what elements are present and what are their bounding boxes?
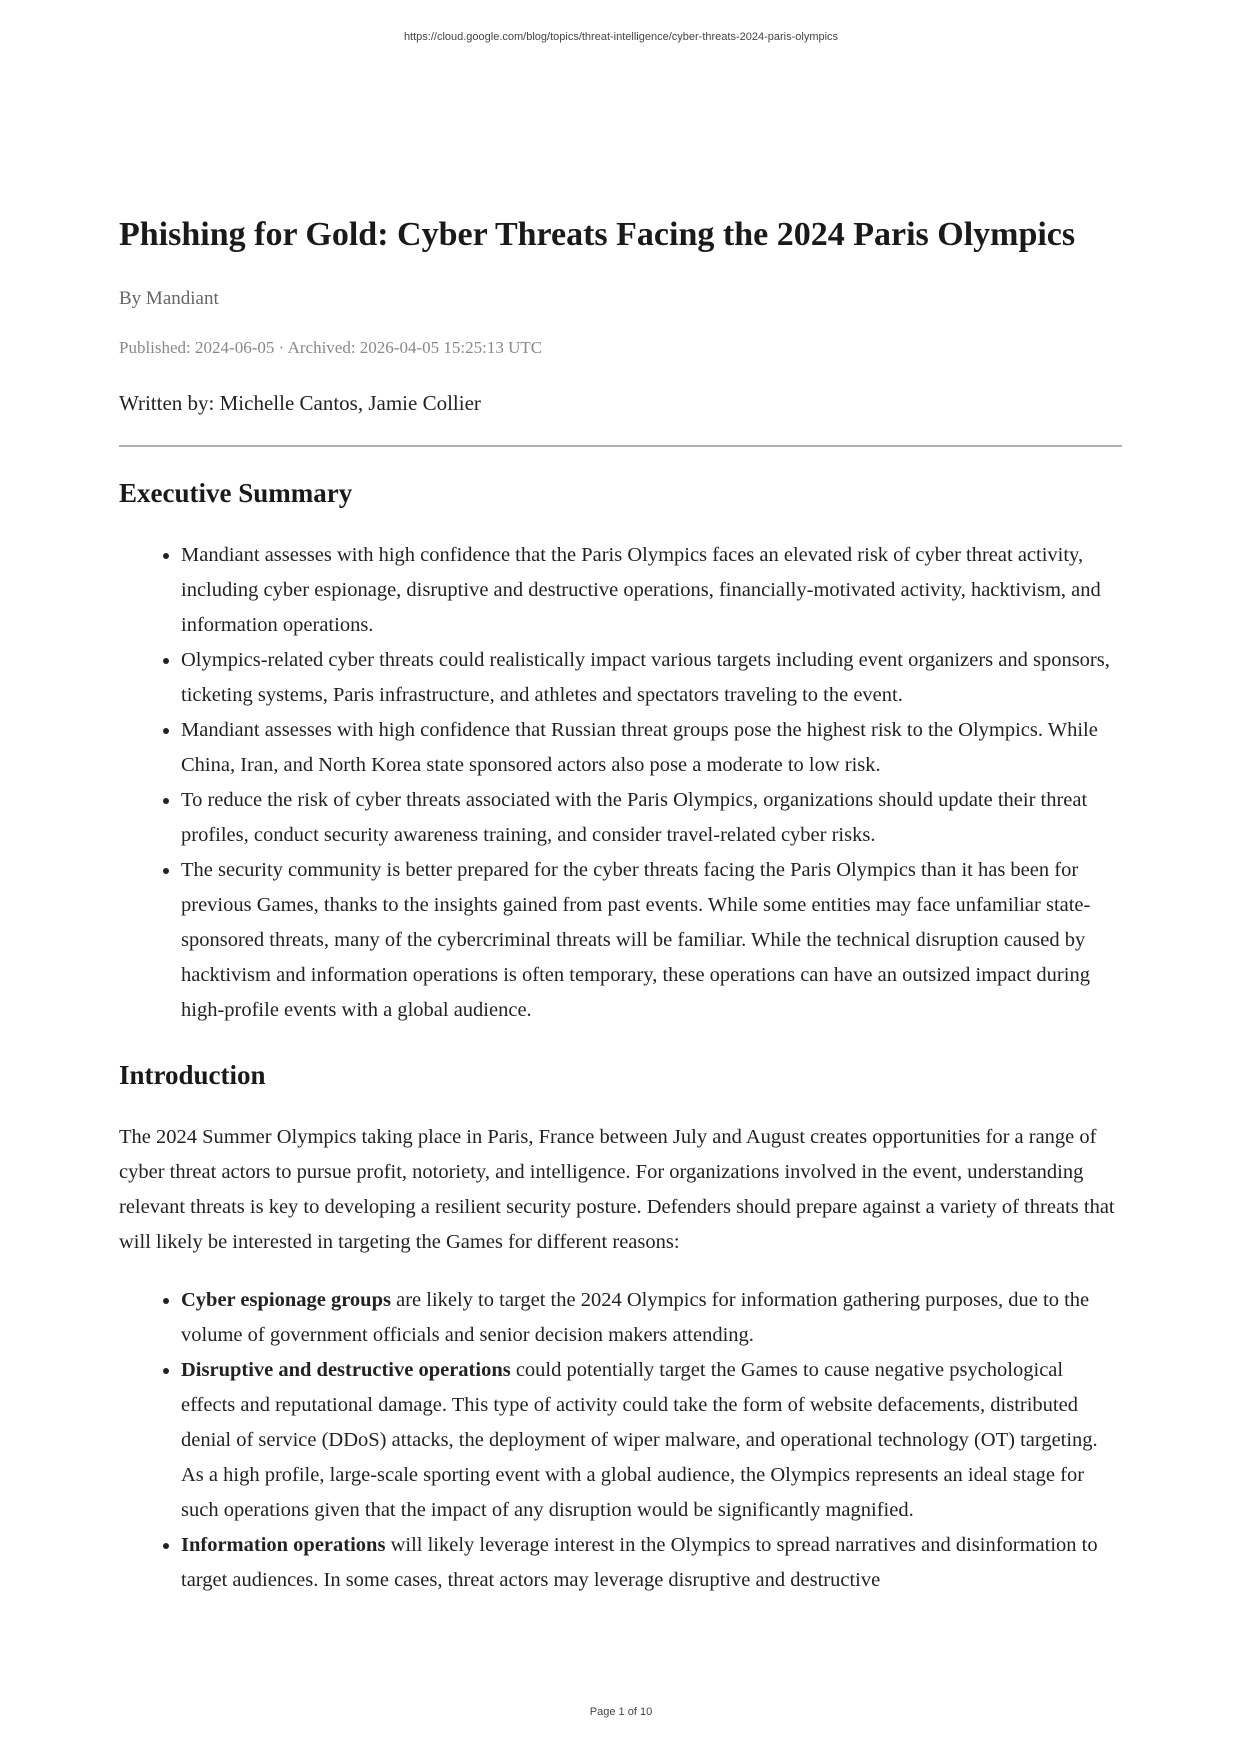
page-number: Page 1 of 10	[589, 1706, 653, 1718]
item-bold-lead: Information operations	[181, 1534, 386, 1556]
list-item: • To reduce the risk of cyber threats associated with the Paris Olympics, organizations should update their threat profiles, conduct security awareness training, and consider travel-related cyber risks.	[181, 783, 1122, 853]
byline: By Mandiant	[119, 288, 219, 309]
item-text: could potentially target the Games to cause negative psychological effects and reputational damage. This type of activity could take the form of website defacements, distributed denial of service (DDoS) attacks, the deployment of wiper malware, and operational technology (OT) targeting. As a high profile, large-scale sporting event with a global audience, the Olympics represents an ideal stage for such operations given that the impact of any disruption would be significantly magnified.	[181, 1359, 1098, 1521]
item-bold-lead: Cyber espionage groups	[181, 1289, 391, 1311]
exec-summary-heading: Executive Summary	[119, 478, 353, 508]
exec-summary-list	[119, 538, 1122, 1028]
list-item: • Mandiant assesses with high confidence that the Paris Olympics faces an elevated risk of cyber threat activity, including cyber espionage, disruptive and destructive operations, financially-motivated activity, hacktivism, and information operations.	[181, 538, 1122, 643]
introduction-list	[119, 1283, 1122, 1598]
list-item: • Olympics-related cyber threats could realistically impact various targets including event organizers and sponsors, ticketing systems, Paris infrastructure, and athletes and spectators traveling to the event.	[181, 643, 1122, 713]
item-text: are likely to target the 2024 Olympics for information gathering purposes, due to the volume of government officials and senior decision makers attending.	[181, 1289, 1090, 1346]
publish-meta: Published: 2024-06-05 · Archived: 2026-04-05 15:25:13 UTC	[119, 338, 543, 357]
list-item	[181, 1528, 1122, 1598]
introduction-paragraph: The 2024 Summer Olympics taking place in Paris, France between July and August creates opportunities for a range of cyber threat actors to pursue profit, notoriety, and intelligence. For organizations involved in the event, understanding relevant threats is key to developing a resilient security posture. Defenders should prepare against a variety of threats that will likely be interested in targeting the Games for different reasons:	[119, 1126, 1115, 1253]
item-text: will likely leverage interest in the Olympics to spread narratives and disinformation to target audiences. In some cases, threat actors may leverage disruptive and destructive	[181, 1534, 1098, 1591]
list-item	[181, 1283, 1122, 1353]
list-item: • Mandiant assesses with high confidence that Russian threat groups pose the highest risk to the Olympics. While China, Iran, and North Korea state sponsored actors also pose a moderate to low risk.	[181, 713, 1122, 783]
introduction-heading: Introduction	[119, 1060, 266, 1090]
page-url: https://cloud.google.com/blog/topics/threat-intelligence/cyber-threats-2024-paris-olympics	[403, 31, 839, 43]
list-item: • The security community is better prepared for the cyber threats facing the Paris Olympics than it has been for previous Games, thanks to the insights gained from past events. While some entities may face unfamiliar state-sponsored threats, many of the cybercriminal threats will be familiar. While the technical disruption caused by hacktivism and information operations is often temporary, these operations can have an outsized impact during high-profile events with a global audience.	[181, 853, 1122, 1028]
list-item	[181, 1353, 1122, 1528]
item-bold-lead: Disruptive and destructive operations	[181, 1359, 511, 1381]
written-by: Written by: Michelle Cantos, Jamie Collier	[119, 391, 481, 415]
page-title: Phishing for Gold: Cyber Threats Facing the 2024 Paris Olympics	[119, 216, 1076, 253]
divider	[119, 445, 1122, 447]
